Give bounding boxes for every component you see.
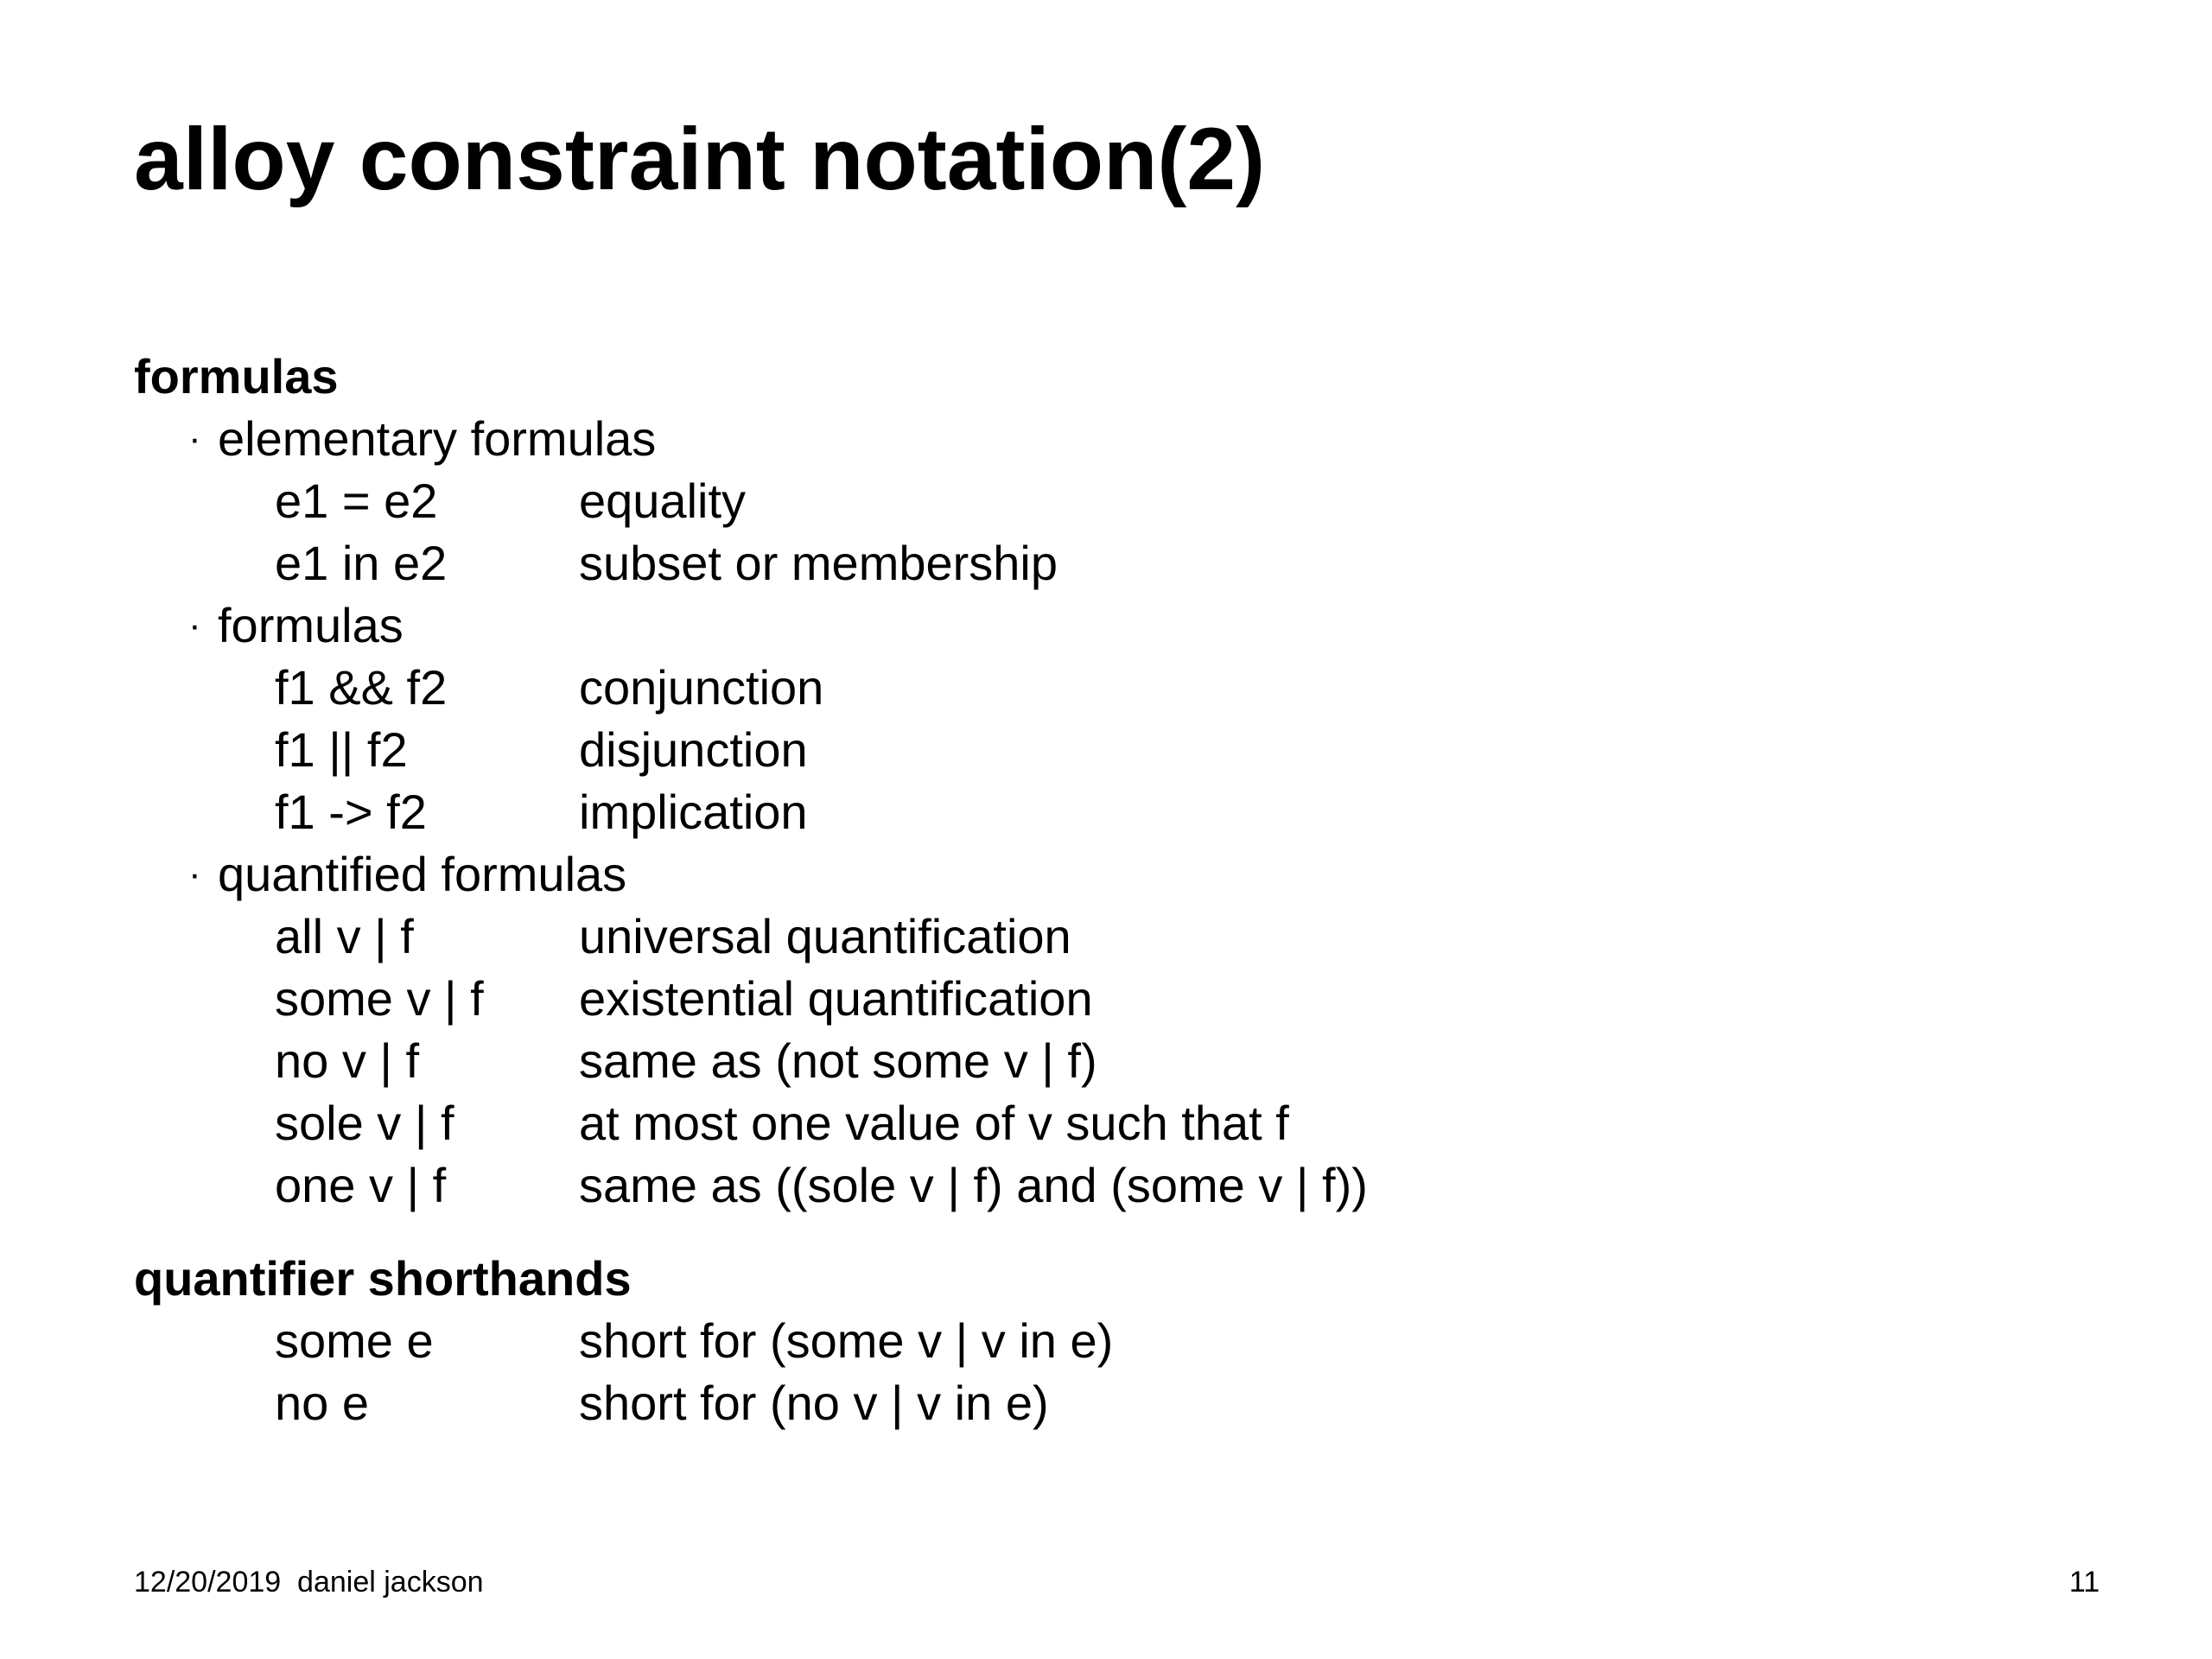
bullet-dot: ·: [188, 417, 201, 460]
bullet-label: quantified formulas: [218, 847, 627, 901]
bullet-elementary-formulas: [134, 408, 2121, 470]
notation-expression: one v | f: [275, 1158, 447, 1212]
notation-description: short for (no v | v in e): [579, 1376, 1049, 1430]
notation-description: equality: [579, 474, 747, 528]
notation-description: same as (not some v | f): [579, 1033, 1097, 1088]
notation-row: [134, 1092, 2121, 1154]
notation-expression: some v | f: [275, 971, 484, 1026]
notation-row: [134, 906, 2121, 968]
notation-row: [134, 1372, 2121, 1434]
bullet-dot: ·: [188, 853, 201, 895]
notation-expression: sole v | f: [275, 1096, 454, 1150]
notation-description: same as ((sole v | f) and (some v | f)): [579, 1158, 1368, 1212]
bullet-label: elementary formulas: [218, 411, 657, 466]
bullet-quantified-formulas: [134, 843, 2121, 906]
slide-footer: 12/20/2019 daniel jackson: [134, 1566, 484, 1599]
notation-description: existential quantification: [579, 971, 1093, 1026]
notation-expression: e1 = e2: [275, 474, 438, 528]
notation-row: [134, 470, 2121, 532]
notation-row: [134, 719, 2121, 781]
section-heading-quantifier-shorthands: quantifier shorthands: [134, 1251, 632, 1306]
section-heading-formulas: formulas: [134, 349, 339, 404]
notation-row: [134, 1310, 2121, 1372]
bullet-formulas: [134, 594, 2121, 657]
notation-row: [134, 968, 2121, 1030]
notation-expression: some e: [275, 1313, 434, 1368]
notation-row: [134, 1030, 2121, 1092]
notation-expression: all v | f: [275, 909, 414, 963]
bullet-label: formulas: [218, 598, 404, 652]
slide-content: [134, 346, 2121, 1434]
notation-expression: e1 in e2: [275, 536, 448, 590]
notation-expression: f1 || f2: [275, 722, 408, 777]
notation-description: implication: [579, 785, 808, 839]
page-number: 11: [2069, 1566, 2100, 1599]
notation-description: disjunction: [579, 722, 808, 777]
notation-row: [134, 781, 2121, 843]
notation-expression: f1 -> f2: [275, 785, 427, 839]
bullet-dot: ·: [188, 604, 201, 646]
slide-title: alloy constraint notation(2): [134, 110, 1266, 208]
notation-expression: no e: [275, 1376, 369, 1430]
notation-description: conjunction: [579, 660, 824, 715]
notation-expression: no v | f: [275, 1033, 420, 1088]
notation-description: subset or membership: [579, 536, 1058, 590]
notation-description: at most one value of v such that f: [579, 1096, 1289, 1150]
notation-expression: f1 && f2: [275, 660, 448, 715]
notation-row: [134, 657, 2121, 719]
notation-row: [134, 532, 2121, 594]
notation-row: [134, 1154, 2121, 1217]
notation-description: universal quantification: [579, 909, 1071, 963]
notation-description: short for (some v | v in e): [579, 1313, 1114, 1368]
